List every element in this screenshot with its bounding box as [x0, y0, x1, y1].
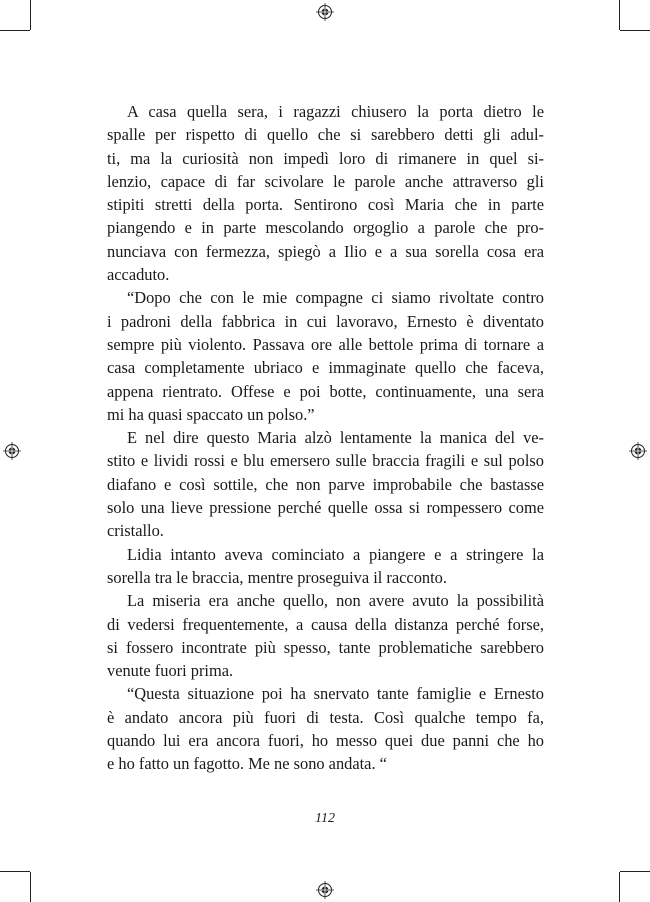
- text-line: venute fuori prima.: [107, 661, 234, 681]
- text-line: cristallo.: [107, 521, 164, 541]
- page-number: 112: [315, 811, 335, 826]
- text-line: solo una lieve pressione perché quelle ossa si rompessero come: [107, 498, 544, 518]
- text-line: La miseria era anche quello, non avere avuto la possibilità: [127, 591, 544, 611]
- crop-mark-top-left-horizontal: [0, 30, 30, 31]
- registration-mark-top-icon: [316, 3, 334, 21]
- registration-mark-right-icon: [629, 442, 647, 460]
- text-line: nunciava con fermezza, spiegò a Ilio e a sua sorella cosa era: [107, 241, 544, 261]
- registration-mark-bottom-icon: [316, 881, 334, 899]
- text-line: casa completamente ubriaco e immaginate quello che faceva,: [107, 358, 544, 378]
- text-line: lenzio, capace di far scivolare le parole anche attraverso gli: [107, 171, 544, 191]
- crop-mark-bottom-right-horizontal: [620, 871, 650, 872]
- text-line: di vedersi frequentemente, a causa della distanza perché forse,: [107, 614, 544, 634]
- text-line: A casa quella sera, i ragazzi chiusero la porta dietro le: [127, 102, 544, 121]
- text-line: E nel dire questo Maria alzò lentamente la manica del ve-: [127, 428, 544, 448]
- text-line: spalle per rispetto di quello che si sarebbero detti gli adul-: [107, 125, 544, 145]
- text-line: diafano e così sottile, che non parve improbabile che bastasse: [107, 474, 544, 494]
- text-line: Lidia intanto aveva cominciato a piangere e a stringere la: [127, 544, 544, 564]
- text-line: e ho fatto un fagotto. Me ne sono andata. “: [107, 754, 387, 774]
- text-line: mi ha quasi spaccato un polso.”: [107, 404, 315, 424]
- text-line: stito e lividi rossi e blu emersero sulle braccia fragili e sul polso: [107, 451, 544, 471]
- text-line: quando lui era ancora fuori, ho messo quei due panni che ho: [107, 731, 544, 751]
- text-line: ti, ma la curiosità non impedì loro di rimanere in quel si-: [107, 148, 544, 168]
- text-line: sempre più violento. Passava ore alle bettole prima di tornare a: [107, 334, 544, 354]
- text-line: “Dopo che con le mie compagne ci siamo rivoltate contro: [127, 288, 544, 308]
- text-line: stipiti stretti della porta. Sentirono così Maria che in parte: [107, 195, 544, 215]
- text-line: “Questa situazione poi ha snervato tante famiglie e Ernesto: [127, 684, 544, 704]
- text-line: sorella tra le braccia, mentre proseguiva il racconto.: [107, 567, 447, 587]
- text-line: i padroni della fabbrica in cui lavoravo, Ernesto è diventato: [107, 311, 544, 331]
- crop-mark-bottom-left-vertical: [30, 872, 31, 902]
- text-line: si fossero incontrate più spesso, tante problematiche sarebbero: [107, 637, 544, 657]
- registration-mark-left-icon: [3, 442, 21, 460]
- crop-mark-bottom-right-vertical: [619, 872, 620, 902]
- body-text: [107, 100, 544, 776]
- text-line: piangendo e in parte mescolando orgoglio a parole che pro-: [107, 218, 544, 238]
- crop-mark-top-right-horizontal: [620, 30, 650, 31]
- text-line: è andato ancora più fuori di testa. Così qualche tempo fa,: [107, 707, 544, 727]
- crop-mark-bottom-left-horizontal: [0, 871, 30, 872]
- crop-mark-top-left-vertical: [30, 0, 31, 30]
- text-line: accaduto.: [107, 265, 170, 285]
- crop-mark-top-right-vertical: [619, 0, 620, 30]
- text-line: appena rientrato. Offese e poi botte, continuamente, una sera: [107, 381, 544, 401]
